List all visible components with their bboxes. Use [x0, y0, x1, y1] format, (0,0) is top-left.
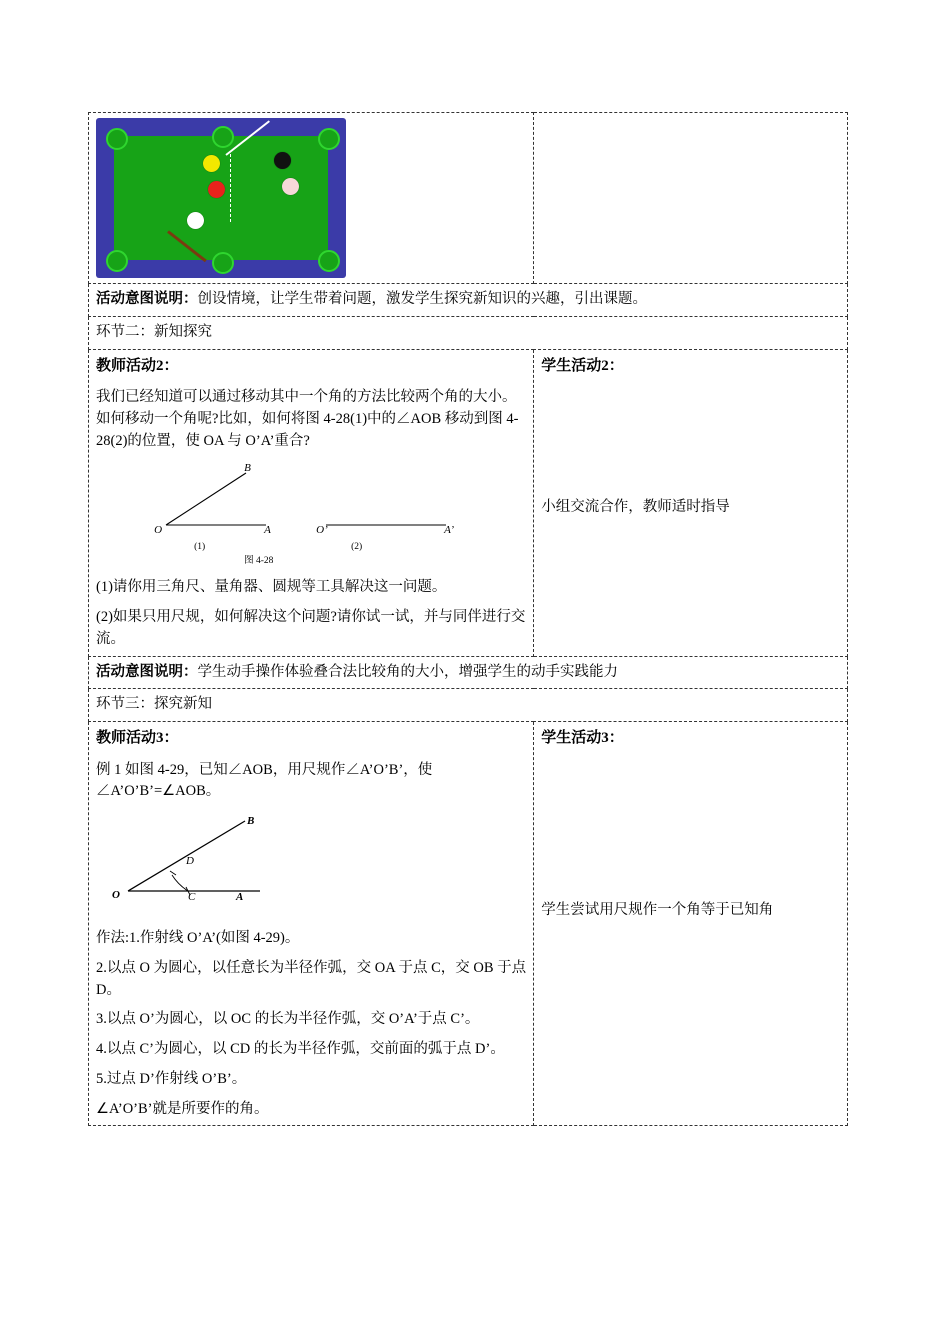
figure-4-29	[96, 813, 526, 918]
construction-step-2: 2.以点 O 为圆心，以任意长为半径作弧，交 OA 于点 C，交 OB 于点 D。	[96, 959, 527, 998]
figure-4-28	[96, 462, 526, 567]
table-row	[89, 349, 848, 656]
pink-ball	[282, 178, 299, 195]
activity-intent-2-label: 活动意图说明：	[96, 663, 198, 680]
table-row	[89, 284, 848, 317]
pocket-top-middle-icon	[212, 126, 234, 148]
figure-4-28-svg	[146, 462, 476, 540]
teacher-activity-2-title: 教师活动2：	[96, 357, 179, 374]
figure-4-29-label-B: B	[247, 815, 255, 827]
student-activity-3-spacer	[541, 760, 840, 900]
activity-intent-2-cell	[89, 656, 848, 689]
student-activity-2-cell	[534, 349, 848, 656]
figure-4-29-label-C: C	[188, 891, 196, 903]
figure-4-28-label-O: O	[154, 524, 163, 537]
teacher-activity-3-example: 例 1 如图 4-29，已知∠AOB，用尺规作∠A’O’B’，使∠A’O’B’=∠AOB。	[96, 761, 433, 800]
figure-4-28-label-A: A	[264, 524, 271, 537]
construction-step-4: 4.以点 C’为圆心，以 CD 的长为半径作弧，交前面的弧于点 D’。	[96, 1041, 505, 1057]
pocket-bottom-right-icon	[318, 250, 340, 272]
activity-intent-1-text: 创设情境，让学生带着问题，激发学生探究新知识的兴趣，引出课题。	[197, 291, 647, 307]
figure-4-28-caption: 图 4-28	[244, 556, 274, 567]
black-ball	[274, 152, 291, 169]
construction-conclusion: ∠A’O’B’就是所要作的角。	[96, 1100, 269, 1117]
construction-step-5: 5.过点 D’作射线 O’B’。	[96, 1070, 247, 1087]
figure-4-29-drawing	[110, 813, 350, 918]
figure-4-28-label-O-prime: O’	[316, 524, 328, 537]
student-activity-3-text: 学生尝试用尺规作一个角等于已知角	[541, 901, 774, 918]
illustration-right-cell	[534, 113, 848, 284]
student-activity-3-cell	[534, 722, 848, 1126]
pocket-top-right-icon	[318, 128, 340, 150]
red-ball	[208, 181, 225, 198]
teacher-activity-3-cell	[89, 722, 534, 1126]
table-row	[89, 689, 848, 722]
activity-intent-1-cell	[89, 284, 848, 317]
student-activity-2-text: 小组交流合作，教师适时指导	[541, 499, 730, 515]
figure-4-29-label-O: O	[112, 889, 120, 901]
pocket-top-left-icon	[106, 128, 128, 150]
figure-4-29-label-A: A	[236, 891, 244, 903]
student-activity-2-spacer	[541, 387, 840, 497]
section-2-cell: 环节二：新知探究	[89, 316, 848, 349]
illustration-cell	[89, 113, 534, 284]
aim-line	[230, 154, 231, 222]
construction-step-1: 作法:1.作射线 O’A’(如图 4-29)。	[96, 930, 300, 946]
teacher-activity-2-question-1: (1)请你用三角尺、量角器、圆规等工具解决这一问题。	[96, 579, 447, 596]
pocket-bottom-middle-icon	[212, 252, 234, 274]
table-row	[89, 722, 848, 1126]
yellow-ball	[203, 155, 220, 172]
activity-intent-1-label: 活动意图说明：	[96, 291, 198, 307]
figure-4-28-sub-2: (2)	[351, 542, 363, 553]
table-row	[89, 656, 848, 689]
table-row	[89, 316, 848, 349]
figure-4-28-label-A-prime: A’	[444, 524, 455, 537]
table-row	[89, 113, 848, 284]
figure-4-29-svg	[110, 813, 350, 905]
section-3-cell: 环节三：探究新知	[89, 689, 848, 722]
student-activity-3-title: 学生活动3：	[541, 730, 624, 746]
student-activity-2-title: 学生活动2：	[541, 357, 624, 374]
figure-4-28-label-B: B	[244, 462, 251, 475]
figure-4-28-drawing	[146, 462, 476, 567]
billiards-felt	[114, 136, 328, 260]
teacher-activity-3-title: 教师活动3：	[96, 730, 179, 746]
figure-4-28-sub-1: (1)	[194, 542, 206, 553]
pocket-bottom-left-icon	[106, 250, 128, 272]
figure-4-29-label-D: D	[186, 855, 194, 867]
lesson-plan-table	[88, 112, 848, 1126]
teacher-activity-2-cell	[89, 349, 534, 656]
activity-intent-2-text: 学生动手操作体验叠合法比较角的大小，增强学生的动手实践能力	[197, 663, 618, 680]
construction-step-3: 3.以点 O’为圆心，以 OC 的长为半径作弧，交 O’A’于点 C’。	[96, 1011, 480, 1028]
cue-ball	[187, 212, 204, 229]
billiards-table-illustration	[96, 118, 346, 278]
teacher-activity-2-question-2: (2)如果只用尺规，如何解决这个问题?请你试一试，并与同伴进行交流。	[96, 609, 526, 647]
teacher-activity-2-paragraph: 我们已经知道可以通过移动其中一个角的方法比较两个角的大小。如何移动一个角呢?比如，如何将图 4-28(1)中的∠AOB 移动到图 4-28(2)的位置，使 OA 与 O’A’重合?	[96, 389, 519, 449]
